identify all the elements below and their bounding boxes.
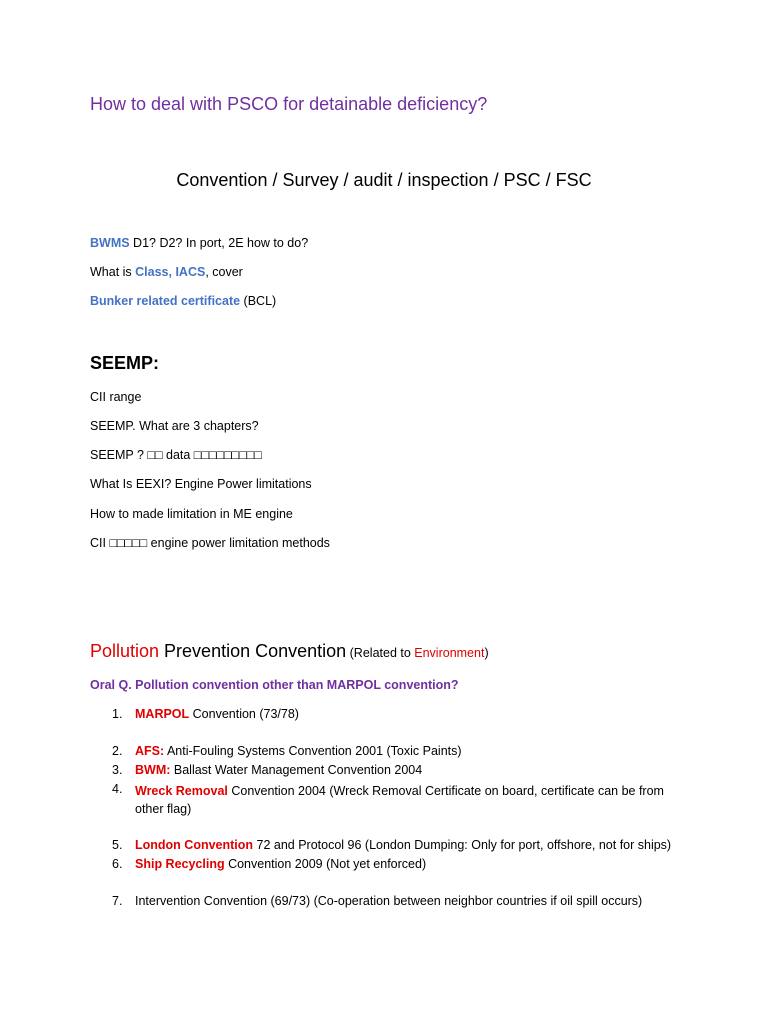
pollution-heading-rest: Prevention Convention (159, 641, 347, 661)
list-term: Ship Recycling (135, 857, 225, 871)
list-text: 72 and Protocol 96 (London Dumping: Only for port, offshore, not for ships) (253, 838, 672, 852)
list-number: 2. (112, 744, 123, 758)
list-number: 5. (112, 838, 123, 852)
list-term: BWM: (135, 763, 171, 777)
list-item (112, 744, 462, 758)
bunker-rest: (BCL) (240, 294, 277, 308)
related-pre: (Related to (346, 646, 415, 660)
related-post: ) (484, 646, 489, 660)
seemp-line: SEEMP. What are 3 chapters? (90, 419, 259, 433)
bunker-term: Bunker related certificate (90, 294, 241, 308)
list-text: Ballast Water Management Convention 2004 (170, 763, 423, 777)
list-number: 6. (112, 857, 123, 871)
list-item (112, 894, 642, 908)
list-term: Wreck Removal (135, 784, 228, 798)
seemp-line: CII range (90, 390, 142, 404)
list-number: 4. (112, 782, 123, 796)
class-pre: What is (90, 265, 136, 279)
bunker-line (90, 294, 276, 308)
pollution-heading (90, 641, 489, 662)
pollution-heading-red: Pollution (90, 641, 160, 661)
list-item (112, 857, 426, 871)
bwms-line (90, 236, 308, 250)
list-term: London Convention (135, 838, 254, 852)
list-item (112, 838, 671, 852)
bwms-term: BWMS (90, 236, 130, 250)
list-number: 1. (112, 707, 123, 721)
list-text: Convention 2009 (Not yet enforced) (224, 857, 427, 871)
oral-question: Oral Q. Pollution convention other than MARPOL convention? (90, 678, 459, 692)
list-term: MARPOL (135, 707, 190, 721)
page-subtitle: Convention / Survey / audit / inspection / PSC / FSC (176, 170, 592, 190)
list-term: AFS: (135, 744, 165, 758)
seemp-line: What Is EEXI? Engine Power limitations (90, 477, 312, 491)
seemp-line: SEEMP ? □□ data □□□□□□□□□ (90, 448, 262, 462)
list-text: Convention (73/78) (189, 707, 299, 721)
list-text: Anti-Fouling Systems Convention 2001 (Toxic Paints) (164, 744, 462, 758)
class-rest: , cover (205, 265, 243, 279)
list-number: 3. (112, 763, 123, 777)
page-title: How to deal with PSCO for detainable deficiency? (90, 94, 488, 114)
related-term: Environment (414, 646, 485, 660)
list-item (112, 782, 680, 818)
class-line (90, 265, 243, 279)
bwms-rest: D1? D2? In port, 2E how to do? (129, 236, 309, 250)
list-item (112, 707, 299, 721)
seemp-heading: SEEMP: (90, 353, 160, 373)
list-text: Convention 2004 (Wreck Removal Certificate on board, certificate can be from other flag) (135, 784, 664, 816)
seemp-line: CII □□□□□ engine power limitation methods (90, 536, 330, 550)
list-text: Intervention Convention (69/73) (Co-operation between neighbor countries if oil spill occurs) (135, 894, 643, 908)
list-number: 7. (112, 894, 123, 908)
seemp-line: How to made limitation in ME engine (90, 507, 293, 521)
list-item (112, 763, 422, 777)
class-term: Class, IACS (135, 265, 206, 279)
